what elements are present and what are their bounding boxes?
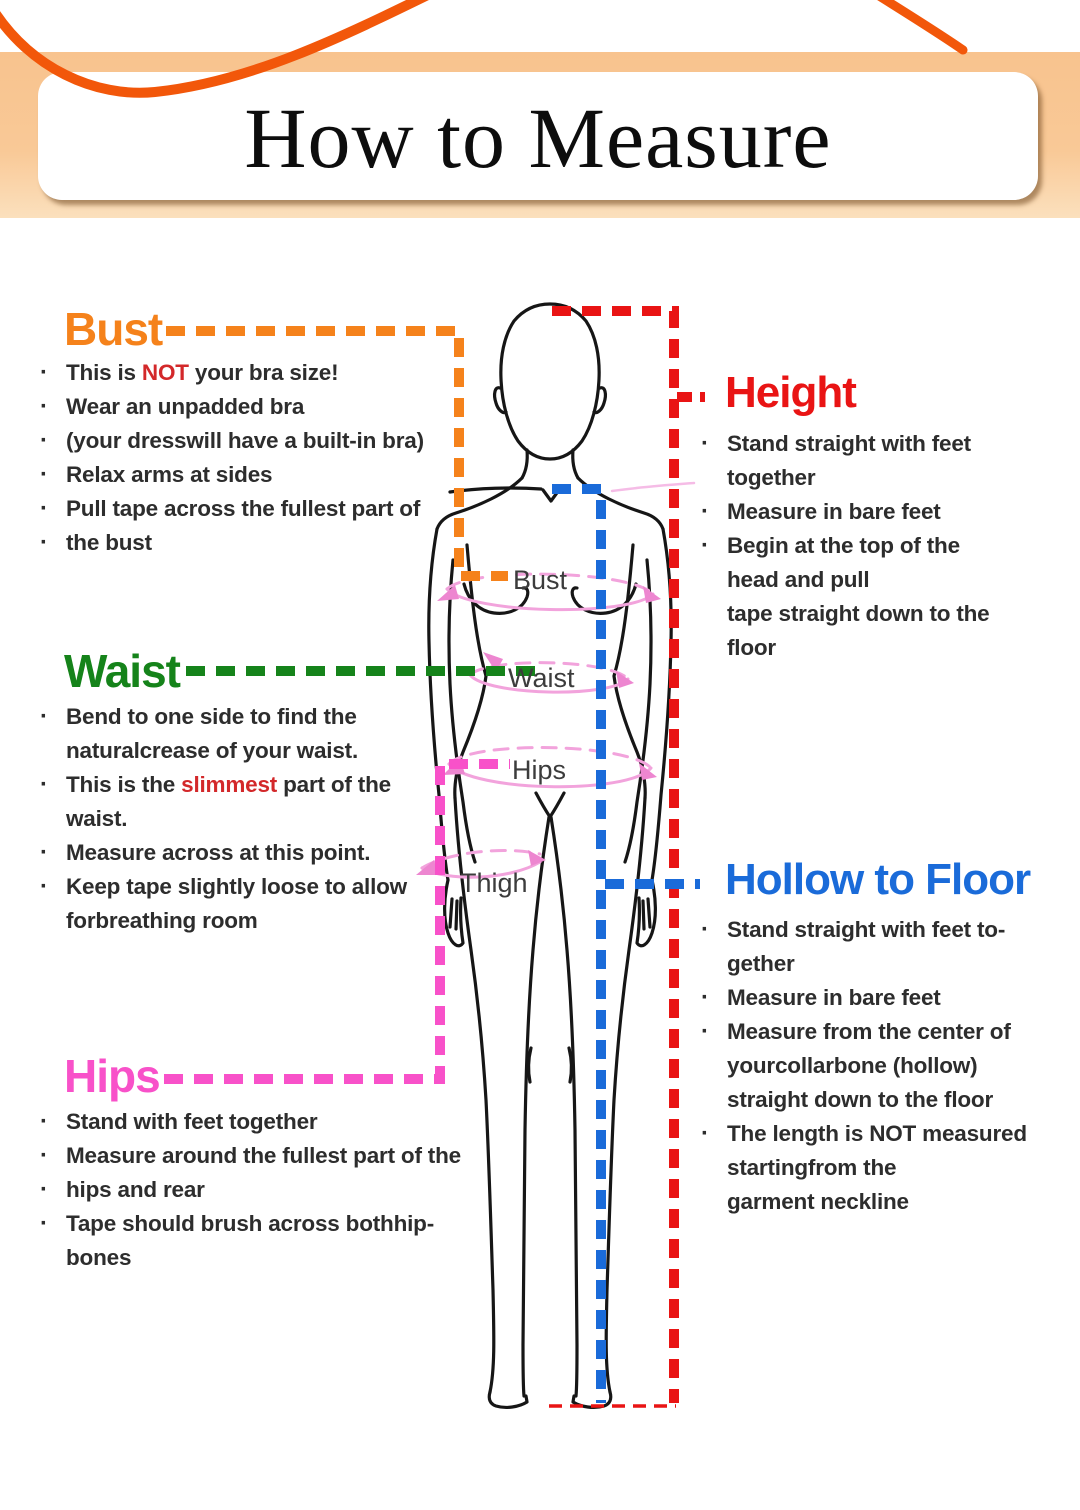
waist-section-heading: Waist <box>64 645 180 697</box>
instruction-text: the bust <box>66 530 152 555</box>
instruction-line <box>699 495 1074 529</box>
instruction-line <box>699 631 1074 665</box>
bullet-dot: · <box>701 916 709 943</box>
bullet-dot: · <box>40 839 48 866</box>
instruction-text: Stand with feet together <box>66 1109 318 1134</box>
bullet-dot: · <box>701 1120 709 1147</box>
figure-head <box>501 304 599 459</box>
instruction-line <box>38 1139 508 1173</box>
instruction-text: Measure across at this point. <box>66 840 371 865</box>
bullet-dot: · <box>40 495 48 522</box>
hips-instructions-list <box>38 1105 508 1275</box>
instruction-line <box>699 529 1074 563</box>
bullet-dot: · <box>40 529 48 556</box>
instruction-line <box>38 836 498 870</box>
instruction-text: Keep tape slightly loose to allow <box>66 874 407 899</box>
instruction-line <box>38 768 498 802</box>
instruction-line <box>38 1207 508 1241</box>
instruction-line <box>38 526 498 560</box>
instruction-line <box>699 563 1074 597</box>
figure-leg-inner-left <box>523 817 549 1396</box>
instruction-text: hips and rear <box>66 1177 205 1202</box>
instruction-text: Tape should brush across bothhip- <box>66 1211 435 1236</box>
instruction-line <box>38 424 498 458</box>
figure-label-waist: Waist <box>508 663 575 693</box>
instruction-line <box>38 904 498 938</box>
instruction-text: straight down to the floor <box>727 1087 994 1112</box>
bullet-dot: · <box>701 532 709 559</box>
height-instructions-list <box>699 427 1074 665</box>
instruction-text: (your dresswill have a built-in bra) <box>66 428 424 453</box>
instruction-text: This is NOT your bra size! <box>66 360 339 385</box>
instruction-text: head and pull <box>727 567 870 592</box>
bust-section-heading: Bust <box>64 303 163 355</box>
instruction-text: yourcollarbone (hollow) <box>727 1053 978 1078</box>
figure-leg-inner-right <box>551 817 577 1396</box>
instruction-text: waist. <box>66 806 128 831</box>
instruction-text: bones <box>66 1245 132 1270</box>
instruction-text: Measure around the fullest part of the <box>66 1143 461 1168</box>
figure-knee-marks <box>529 1048 572 1082</box>
bullet-dot: · <box>40 427 48 454</box>
instruction-text: Measure in bare feet <box>727 985 941 1010</box>
bust-arrow-right <box>643 586 661 603</box>
instruction-text: gether <box>727 951 795 976</box>
instruction-line <box>38 1241 508 1275</box>
bullet-dot: · <box>40 1142 48 1169</box>
instruction-text: together <box>727 465 816 490</box>
bullet-dot: · <box>701 984 709 1011</box>
bullet-dot: · <box>40 461 48 488</box>
instruction-line <box>38 458 498 492</box>
instruction-line <box>38 802 498 836</box>
page-title: How to Measure <box>244 90 832 186</box>
instruction-text: Measure from the center of <box>727 1019 1011 1044</box>
instruction-line <box>38 492 498 526</box>
hips-section-heading: Hips <box>64 1050 160 1102</box>
height-section-heading: Height <box>725 368 856 417</box>
instruction-text: Wear an unpadded bra <box>66 394 305 419</box>
instruction-line <box>699 461 1074 495</box>
instruction-text: Begin at the top of the <box>727 533 960 558</box>
figure-arm-right <box>652 529 671 880</box>
bullet-dot: · <box>40 393 48 420</box>
bust-instructions-list <box>38 356 498 560</box>
instruction-text: Bend to one side to find the <box>66 704 357 729</box>
instruction-line <box>38 734 498 768</box>
bullet-dot: · <box>40 1210 48 1237</box>
bullet-dot: · <box>40 359 48 386</box>
instruction-text: Stand straight with feet <box>727 431 971 456</box>
figure-label-bust: Bust <box>513 565 568 595</box>
figure-label-thigh: Thigh <box>460 868 528 898</box>
instruction-text: tape straight down to the <box>727 601 990 626</box>
instruction-line <box>38 1173 508 1207</box>
instruction-text: Pull tape across the fullest part of <box>66 496 421 521</box>
instruction-text: The length is NOT measured <box>727 1121 1027 1146</box>
instruction-text: garment neckline <box>727 1189 909 1214</box>
hollow-to-floor-section-heading: Hollow to Floor <box>725 855 1031 904</box>
instruction-line <box>699 1049 1079 1083</box>
bullet-dot: · <box>40 1176 48 1203</box>
instruction-text: naturalcrease of your waist. <box>66 738 359 763</box>
instruction-text: Measure in bare feet <box>727 499 941 524</box>
instruction-line <box>38 356 498 390</box>
instruction-line <box>699 1185 1079 1219</box>
bullet-dot: · <box>40 1108 48 1135</box>
bullet-dot: · <box>701 1018 709 1045</box>
instruction-line <box>699 1015 1079 1049</box>
hollow-to-floor-instructions-list <box>699 913 1079 1219</box>
instruction-line <box>699 1117 1079 1151</box>
instruction-text: Stand straight with feet to- <box>727 917 1006 942</box>
instruction-line <box>699 947 1079 981</box>
figure-hand-right <box>637 880 655 946</box>
instruction-line <box>699 1083 1079 1117</box>
bust-tape-shoulder-line <box>612 483 694 491</box>
instruction-text: floor <box>727 635 776 660</box>
bullet-dot: · <box>40 873 48 900</box>
instruction-text: Relax arms at sides <box>66 462 273 487</box>
instruction-line <box>699 597 1074 631</box>
instruction-line <box>699 427 1074 461</box>
bullet-dot: · <box>40 703 48 730</box>
instruction-line <box>699 913 1079 947</box>
figure-label-hips: Hips <box>512 755 567 785</box>
bullet-dot: · <box>701 430 709 457</box>
instruction-line <box>38 870 498 904</box>
instruction-text: forbreathing room <box>66 908 258 933</box>
figure-foot-left <box>489 1392 527 1407</box>
waist-arrow-right <box>616 671 634 688</box>
instruction-line <box>38 700 498 734</box>
instruction-text: startingfrom the <box>727 1155 897 1180</box>
instruction-text: This is the slimmest part of the <box>66 772 391 797</box>
waist-instructions-list <box>38 700 498 938</box>
figure-crotch <box>536 793 564 817</box>
bullet-dot: · <box>40 771 48 798</box>
bullet-dot: · <box>701 498 709 525</box>
instruction-line <box>38 1105 508 1139</box>
instruction-line <box>38 390 498 424</box>
instruction-line <box>699 981 1079 1015</box>
instruction-line <box>699 1151 1079 1185</box>
